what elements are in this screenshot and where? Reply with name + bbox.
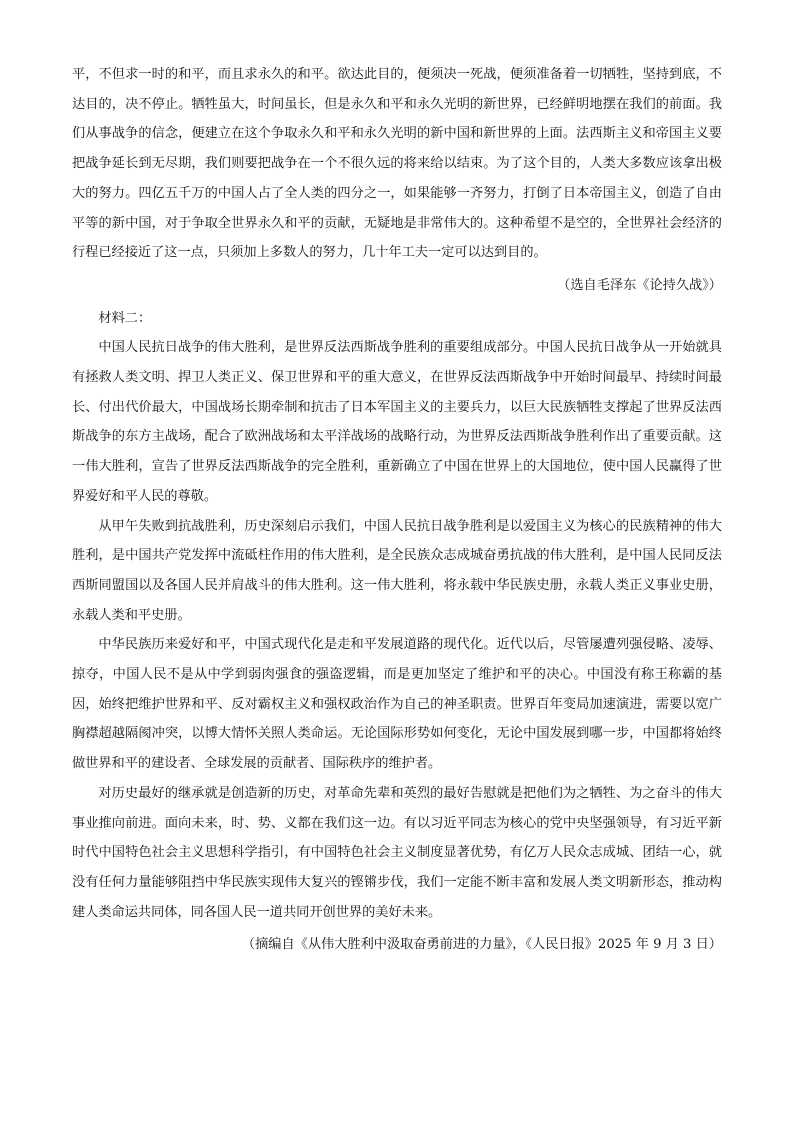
source-citation-2: （摘编自《从伟大胜利中汲取奋勇前进的力量》，《人民日报》2025 年 9 月 3 日） xyxy=(241,937,722,953)
paragraph-material-two-2: 从甲午失败到抗战胜利，历史深刻启示我们，中国人民抗日战争胜利是以爱国主义为核心的民族精神的伟大胜利，是中国共产党发挥中流砥柱作用的伟大胜利，是全民族众志成城奋勇抗战的伟大胜利，是中国人民同反法西斯同盟国以及各国人民并肩战斗的伟大胜利。这一伟大胜利，将永载中华民族史册，永载人类正义事业史册，永载人类和平史册。 xyxy=(72,518,722,623)
paragraph-continued: 平，不但求一时的和平，而且求永久的和平。欲达此目的，便须决一死战，便须准备着一切牺牲，坚持到底，不达目的，决不停止。牺牲虽大，时间虽长，但是永久和平和永久光明的新世界，已经鲜明地摆在我们的前面。我们从事战争的信念，便建立在这个争取永久和平和永久光明的新中国和新世界的上面。法西斯主义和帝国主义要把战争延长到无尽期，我们则要把战争在一个不很久远的将来给以结束。为了这个目的，人类大多数应该拿出极大的努力。四亿五千万的中国人占了全人类的四分之一，如果能够一齐努力，打倒了日本帝国主义，创造了自由平等的新中国，对于争取全世界永久和平的贡献，无疑地是非常伟大的。这种希望不是空的，全世界社会经济的行程已经接近了这一点，只须加上多数人的努力，几十年工夫一定可以达到目的。 xyxy=(72,67,722,261)
document-page xyxy=(72,60,722,963)
paragraph-material-two-3: 中华民族历来爱好和平，中国式现代化是走和平发展道路的现代化。近代以后，尽管屡遭列强侵略、凌辱、掠夺，中国人民不是从中学到弱肉强食的强盗逻辑，而是更加坚定了维护和平的决心。中国没有称王称霸的基因，始终把维护世界和平、反对霸权主义和强权政治作为自己的神圣职责。世界百年变局加速演进，需要以宽广胸襟超越隔阂冲突，以博大情怀关照人类命运。无论国际形势如何变化，无论中国发展到哪一步，中国都将始终做世界和平的建设者、全球发展的贡献者、国际秩序的维护者。 xyxy=(72,637,722,772)
material-two-label: 材料二： xyxy=(98,310,152,326)
paragraph-material-two-1: 中国人民抗日战争的伟大胜利，是世界反法西斯战争胜利的重要组成部分。中国人民抗日战争从一开始就具有拯救人类文明、捍卫人类正义、保卫世界和平的重大意义，在世界反法西斯战争中开始时间最早、持续时间最长、付出代价最大，中国战场长期牵制和抗击了日本军国主义的主要兵力，以巨大民族牺牲支撑起了世界反法西斯战争的东方主战场，配合了欧洲战场和太平洋战场的战略行动，为世界反法西斯战争胜利作出了重要贡献。这一伟大胜利，宣告了世界反法西斯战争的完全胜利，重新确立了中国在世界上的大国地位，使中国人民赢得了世界爱好和平人民的尊敬。 xyxy=(72,340,722,504)
source-citation-1: （选自毛泽东《论持久战》） xyxy=(557,277,722,293)
paragraph-material-two-4: 对历史最好的继承就是创造新的历史，对革命先辈和英烈的最好告慰就是把他们为之牺牲、为之奋斗的伟大事业推向前进。面向未来，时、势、义都在我们这一边。有以习近平同志为核心的党中央坚强领导，有习近平新时代中国特色社会主义思想科学指引，有中国特色社会主义制度显著优势，有亿万人民众志成城、团结一心，就没有任何力量能够阻挡中华民族实现伟大复兴的铿锵步伐，我们一定能不断丰富和发展人类文明新形态，推动构建人类命运共同体，同各国人民一道共同开创世界的美好未来。 xyxy=(72,785,722,920)
